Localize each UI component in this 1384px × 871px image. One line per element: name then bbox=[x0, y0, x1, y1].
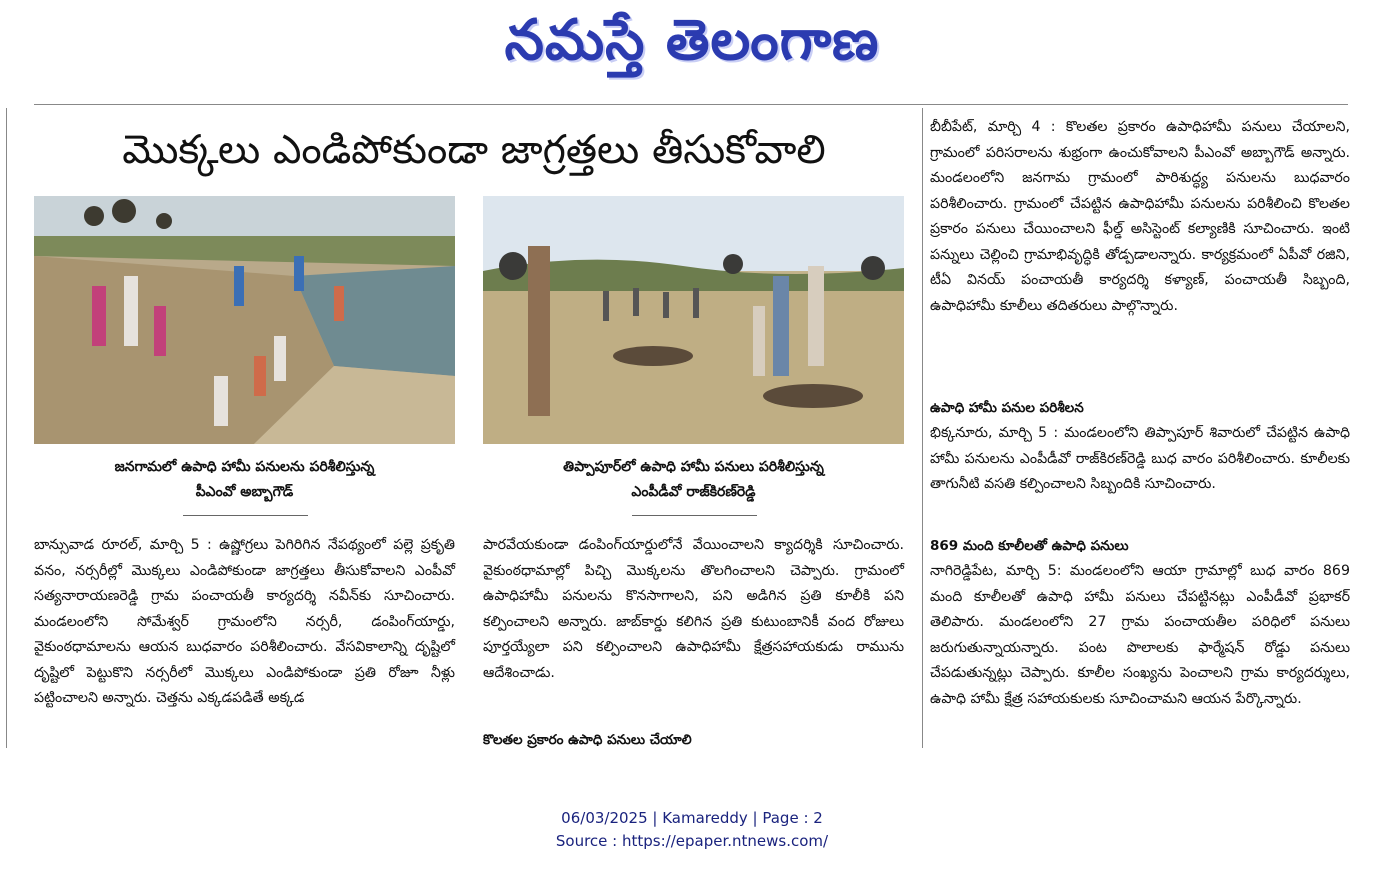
caption-rule-1 bbox=[183, 515, 308, 516]
caption-rule-2 bbox=[632, 515, 757, 516]
footer-date-edition: 06/03/2025 | Kamareddy | Page : 2 bbox=[561, 809, 823, 827]
subhead-work-inspection: ఉపాధి హామీ పనుల పరిశీలన bbox=[930, 400, 1084, 416]
masthead-logo: నమస్తే తెలంగాణ bbox=[504, 8, 880, 73]
photo-caption-2 bbox=[483, 455, 904, 505]
photo-caption-1-line2: పీఎంవో అబ్బాగౌడ్ bbox=[195, 484, 294, 500]
header-rule bbox=[34, 104, 1348, 105]
article-column-2: పారవేయకుండా డంపింగ్‌యార్డులోనే వేయించాలని క్యాదర్శికి సూచించారు. వైకుంఠధామాల్లో పిచ్చి మొక్కలను తొలగించాలని చెప్పారు. గ్రామంలో ఉపాధిహామీ పనులను కొనసాగాలని, పని అడిగిన ప్రతి కూలీకి పని కల్పించాలని అన్నారు. జాబ్‌కార్డు కలిగిన ప్రతి కుటుంబానికీ వంద రోజులు పూర్తయ్యేలా పని కల్పించాలని ఉపాధిహామీ క్షేత్రసహాయకుడు రామును ఆదేశించాడు. bbox=[483, 537, 904, 681]
article-column-1: బాన్సువాడ రూరల్, మార్చి 5 : ఉష్ణోగ్రలు పెగిరిగిన నేపథ్యంలో పల్లె ప్రకృతి వనం, నర్సరీల్లో మొక్కలు ఎండిపోకుండా జాగ్రత్తలు తీసుకోవాలని ఎంపీవో సత్యనారాయణరెడ్డి గ్రామ పంచాయతీ కార్యదర్శి నవీన్‌కు సూచించారు. మండలంలోని సోమేశ్వర్ గ్రామంలోని నర్సరీ, డంపింగ్‌యార్డు, వైకుంఠధామాలను ఆయన బుధవారం పరిశీలించారు. వేసవికాలాన్ని దృష్టిలో దృష్టిలో పెట్టుకొని నర్సరీలో మొక్కలు ఎండిపోకుండా ప్రతి రోజూ నీళ్లు పట్టించాలని అన్నారు. చెత్తను ఎక్కడపడితే అక్కడ bbox=[34, 537, 455, 706]
column-divider-left bbox=[6, 108, 7, 748]
subhead-869-workers: 869 మంది కూలీలతో ఉపాధి పనులు bbox=[930, 538, 1129, 554]
column-divider-right bbox=[922, 108, 923, 748]
news-photo-tippapur bbox=[483, 196, 904, 444]
photo-caption-2-line1: తిప్పాపూర్‌లో ఉపాధి హామీ పనులు పరిశీలిస్తున్న bbox=[563, 459, 824, 475]
photo-caption-1-line1: జనగామలో ఉపాధి హామీ పనులను పరిశీలిస్తున్న bbox=[114, 459, 375, 475]
footer-source: Source : https://epaper.ntnews.com/ bbox=[555, 832, 829, 850]
article-column-3-nagireddypet: నాగిరెడ్డిపేట, మార్చి 5: మండలంలోని ఆయా గ్రామాల్లో బుధ వారం 869 మంది కూలీలతో ఉపాధి హామీ పనులు చేపట్టినట్లు ఎంపీడీవో ప్రభాకర్ తెలిపారు. మండలంలోని 27 గ్రామ పంచాయతీల పరిధిలో పనులు జరుగుతున్నాయన్నారు. పంట పొలాలకు ఫార్మేషన్ రోడ్డు పనులు చేపడుతున్నట్లు చెప్పారు. కూలీల సంఖ్యను పెంచాలని గ్రామ కార్యదర్శులు, ఉపాధి హామీ క్షేత్ర సహాయకులకు సూచించామని ఆయన పేర్కొన్నారు. bbox=[930, 563, 1350, 707]
article-column-3-bibipet: బీబీపేట్, మార్చి 4 : కొలతల ప్రకారం ఉపాధిహామీ పనులు చేయాలని, గ్రామంలో పరిసరాలను శుభ్రంగా ఉంచుకోవాలని పీఎంవో అబ్బాగౌడ్ అన్నారు. మండలంలోని జనగామ గ్రామంలో పారిశుద్ధ్య పనులను బుధవారం పరిశీలించారు. గ్రామంలో చేపట్టిన ఉపాధిహామీ పనులను పరిశీలించి కొలతల ప్రకారం పనులు చేయించాలని ఫీల్డ్ అసిస్టెంట్ కల్యాణికి సూచించారు. ఇంటి పన్నులు చెల్లించి గ్రామాభివృద్ధికి తోడ్పడాలన్నారు. కార్యక్రమంలో ఏపీవో రజిని, టీఏ వినయ్ పంచాయతీ కార్యదర్శి కళ్యాణ్, పంచాయతీ సిబ్బంది, ఉపాధిహామీ కూలీలు తదితరులు పాల్గొన్నారు. bbox=[930, 119, 1350, 314]
news-photo-janagama bbox=[34, 196, 455, 444]
headline: మొక్కలు ఎండిపోకుండా జాగ్రత్తలు తీసుకోవాలి bbox=[122, 127, 826, 173]
photo-caption-2-line2: ఎంపీడీవో రాజ్‌కిరణ్‌రెడ్డి bbox=[631, 484, 756, 500]
article-column-3-bhiknoor: భిక్కనూరు, మార్చి 5 : మండలంలోని తిప్పాపూర్ శివారులో చేపట్టిన ఉపాధి హామీ పనులను ఎంపీడీవో రాజ్‌కిరణ్‌రెడ్డి బుధ వారం పరిశీలించారు. కూలీలకు తాగునీటి వసతి కల్పించాలని సిబ్బందికి సూచించారు. bbox=[930, 425, 1350, 492]
photo-caption-1 bbox=[34, 455, 455, 505]
subhead-measurements: కొలతల ప్రకారం ఉపాధి పనులు చేయాలి bbox=[483, 732, 692, 748]
